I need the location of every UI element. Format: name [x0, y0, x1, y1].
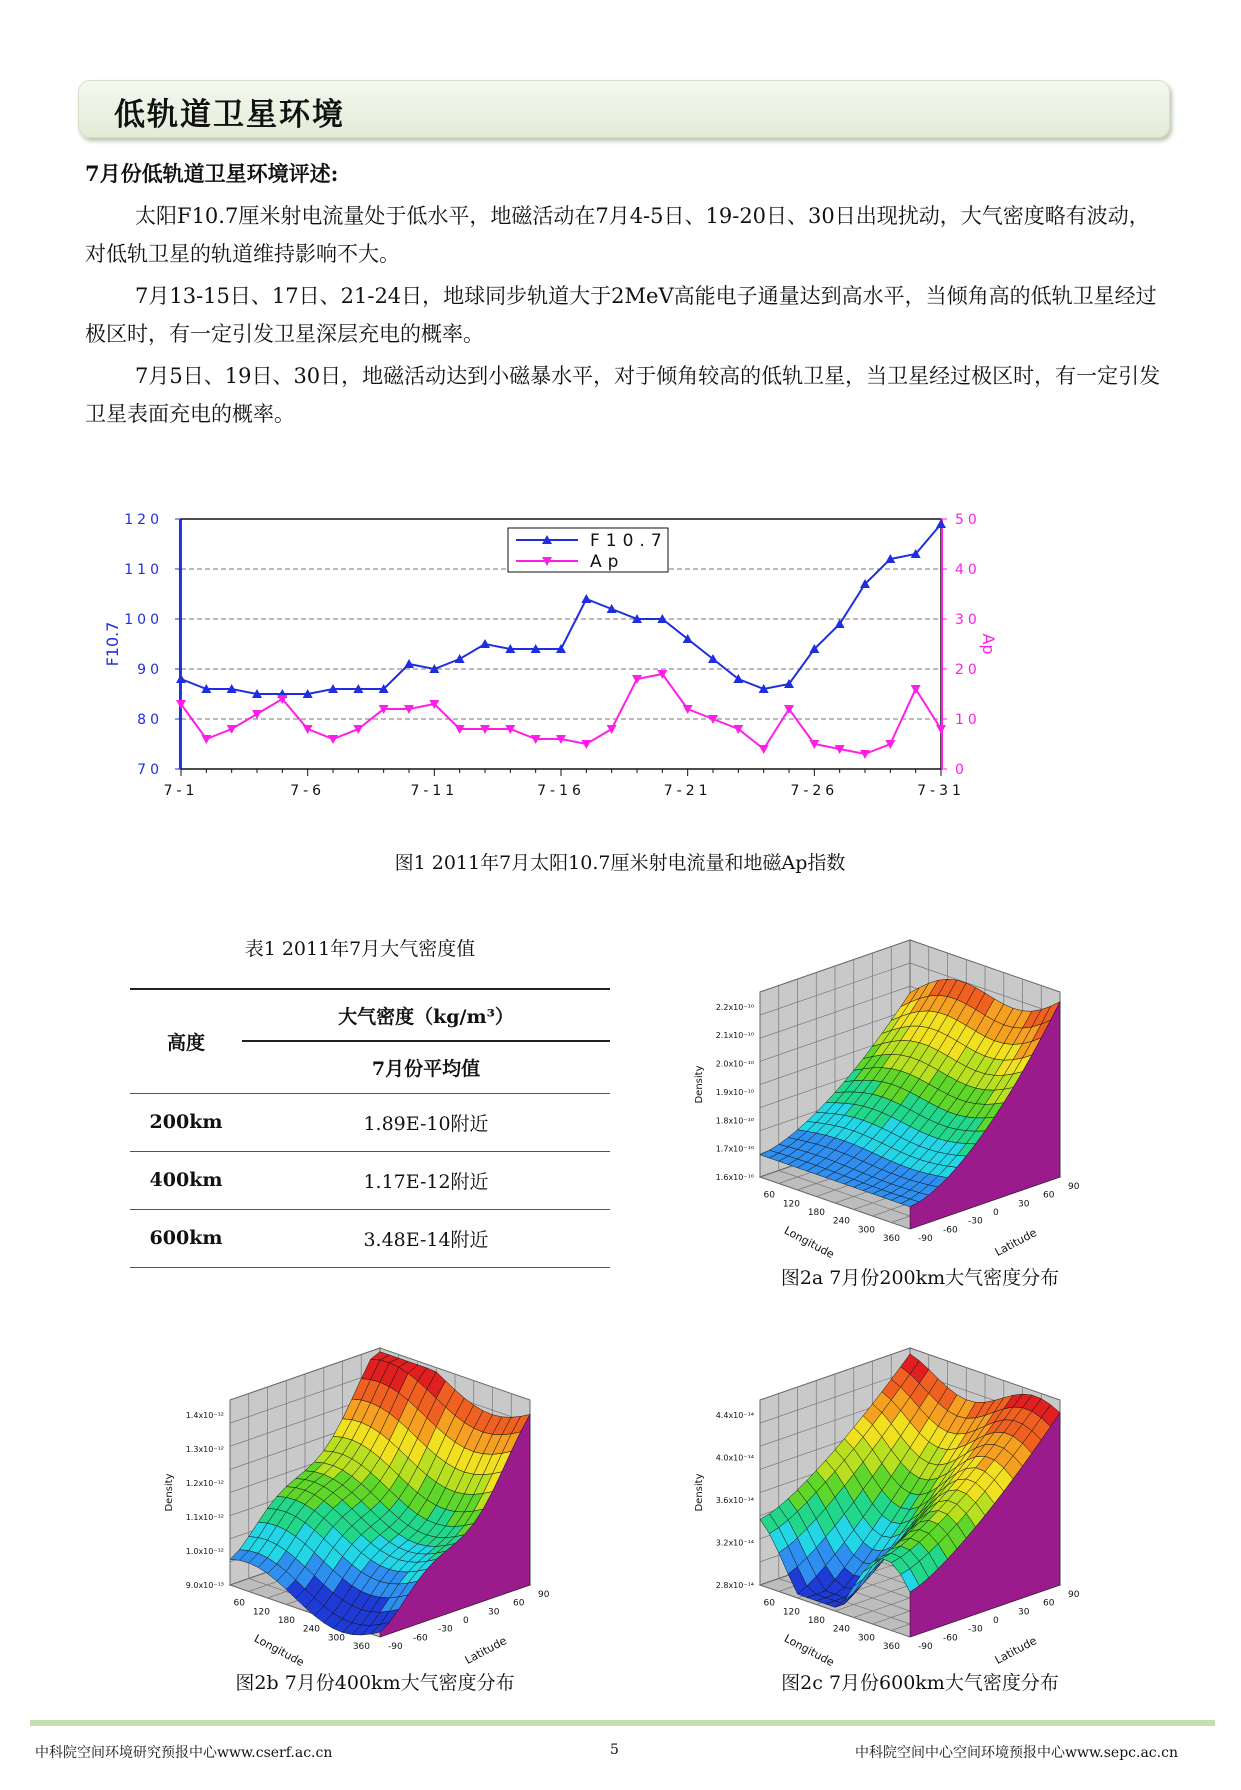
col-density-header: 大气密度（kg/m³） [242, 989, 610, 1041]
row-value: 1.89E-10附近 [363, 1112, 489, 1135]
x-tick-label: 7-6 [290, 783, 326, 799]
z-tick-label: 1.7x10⁻¹⁰ [715, 1144, 754, 1154]
x-tick-label: 60 [763, 1190, 775, 1201]
data-point [328, 735, 338, 744]
f107-ap-chart [100, 498, 1090, 808]
z-tick-label: 1.3x10⁻¹² [185, 1444, 224, 1454]
z-tick-label: 1.6x10⁻¹⁰ [715, 1173, 754, 1182]
right-tick-label: 50 [955, 512, 981, 528]
y-tick-label: 0 [463, 1616, 469, 1626]
z-tick-label: 2.0x10⁻¹⁰ [715, 1059, 754, 1069]
data-point [252, 710, 262, 719]
data-point [607, 725, 617, 734]
right-tick-label: 20 [955, 662, 981, 678]
x-tick-label: 240 [302, 1624, 320, 1635]
y-tick-label: 60 [1043, 1598, 1055, 1609]
x-tick-label: 300 [857, 1633, 875, 1644]
left-tick-label: 80 [137, 712, 163, 728]
x-tick-label: 180 [807, 1616, 825, 1626]
right-tick-label: 30 [955, 612, 981, 628]
x-tick-label: 180 [277, 1616, 295, 1626]
row-height: 400km [149, 1169, 223, 1191]
row-height: 200km [149, 1111, 223, 1133]
data-point [936, 519, 946, 528]
z-tick-label: 1.1x10⁻¹² [185, 1512, 224, 1522]
y-tick-label: -30 [438, 1624, 453, 1635]
z-tick-label: 2.2x10⁻¹⁰ [715, 1002, 754, 1012]
row-value: 3.48E-14附近 [363, 1228, 489, 1251]
y-axis-label: Latitude [462, 1634, 509, 1667]
z-tick-label: 1.4x10⁻¹² [185, 1410, 224, 1420]
col-height-header: 高度 [166, 1031, 205, 1054]
x-tick-label: 120 [782, 1607, 800, 1618]
x-tick-label: 360 [882, 1234, 900, 1244]
fig2a-caption: 图2a 7月份200km大气密度分布 [780, 1267, 1060, 1289]
z-tick-label: 1.9x10⁻¹⁰ [715, 1087, 754, 1097]
x-tick-label: 180 [807, 1208, 825, 1218]
y-tick-label: 30 [1018, 1199, 1030, 1210]
y-tick-label: 0 [993, 1208, 999, 1218]
data-point [632, 675, 642, 684]
z-tick-label: 2.1x10⁻¹⁰ [715, 1031, 754, 1041]
y-tick-label: -90 [918, 1642, 933, 1652]
data-point [480, 639, 490, 648]
x-axis-label: Longitude [251, 1631, 307, 1670]
x-tick-label: 7-31 [917, 783, 965, 799]
y-tick-label: -60 [943, 1633, 958, 1644]
z-tick-label: 4.4x10⁻¹⁴ [715, 1410, 754, 1420]
legend-label: Ap [590, 552, 625, 572]
x-tick-label: 7-11 [410, 783, 459, 799]
x-tick-label: 360 [882, 1642, 900, 1652]
data-point [581, 594, 591, 603]
y-axis-title: F10.7 [103, 621, 122, 667]
y-tick-label: 60 [513, 1598, 525, 1609]
left-tick-label: 100 [124, 612, 163, 628]
table-caption: 表1 2011年7月大气密度值 [244, 938, 476, 960]
z-tick-label: 4.0x10⁻¹⁴ [715, 1453, 754, 1463]
x-tick-label: 300 [327, 1633, 345, 1644]
row-height: 600km [149, 1227, 223, 1249]
x-tick-label: 60 [763, 1598, 775, 1609]
data-point [455, 654, 465, 663]
data-point [759, 745, 769, 754]
x-tick-label: 240 [832, 1624, 850, 1635]
y-tick-label: -30 [968, 1216, 983, 1227]
data-point [404, 659, 414, 668]
data-point [201, 735, 211, 744]
x-tick-label: 360 [352, 1642, 370, 1652]
left-tick-label: 70 [137, 762, 163, 778]
section-header [78, 80, 1170, 138]
z-axis-label: Density [164, 1473, 175, 1512]
footer-rule [30, 1720, 1215, 1726]
x-axis-label: Longitude [781, 1631, 837, 1670]
x-tick-label: 240 [832, 1216, 850, 1227]
data-point [936, 725, 946, 734]
col-sub-header: 7月份平均值 [371, 1057, 481, 1080]
y-tick-label: -60 [943, 1225, 958, 1236]
right-tick-label: 40 [955, 562, 981, 578]
figure1-caption: 图1 2011年7月太阳10.7厘米射电流量和地磁Ap指数 [394, 852, 846, 874]
footer-right: 中科院空间中心空间环境预报中心www.sepc.ac.cn [855, 1745, 1178, 1761]
z-tick-label: 9.0x10⁻¹³ [185, 1581, 224, 1590]
y-axis-label: Latitude [992, 1634, 1039, 1667]
data-point [835, 619, 845, 628]
y-tick-label: 60 [1043, 1190, 1055, 1201]
review-paragraph-1: 太阳F10.7厘米射电流量处于低水平，地磁活动在7月4-5日、19-20日、30日出现扰动，大气密度略有波动，对低轨卫星的轨道维持影响不大。 [85, 204, 1150, 266]
legend-label: F10.7 [590, 531, 668, 551]
y2-axis-title: Ap [979, 633, 998, 655]
y-tick-label: 90 [1068, 1590, 1080, 1600]
y-tick-label: 90 [538, 1590, 550, 1600]
left-tick-label: 110 [124, 562, 163, 578]
row-value: 1.17E-12附近 [363, 1170, 489, 1193]
review-heading: 7月份低轨道卫星环境评述: [85, 161, 339, 186]
plot-600km [694, 1318, 1120, 1670]
z-tick-label: 1.2x10⁻¹² [185, 1478, 224, 1488]
right-tick-label: 0 [955, 762, 968, 778]
y-tick-label: -90 [388, 1642, 403, 1652]
data-point [581, 740, 591, 749]
right-tick-label: 10 [955, 712, 981, 728]
data-point [176, 674, 186, 683]
x-axis-label: Longitude [781, 1223, 837, 1262]
z-tick-label: 1.8x10⁻¹⁰ [715, 1116, 754, 1126]
x-tick-label: 300 [857, 1225, 875, 1236]
x-tick-label: 60 [233, 1598, 245, 1609]
y-tick-label: 0 [993, 1616, 999, 1626]
z-tick-label: 1.0x10⁻¹² [185, 1546, 224, 1556]
review-paragraph-2: 7月13-15日、17日、21-24日，地球同步轨道大于2MeV高能电子通量达到高水平，当倾角高的低轨卫星经过极区时，有一定引发卫星深层充电的概率。 [85, 284, 1157, 346]
plot-400km [164, 1318, 590, 1670]
z-tick-label: 2.8x10⁻¹⁴ [715, 1581, 754, 1590]
x-tick-label: 120 [252, 1607, 270, 1618]
left-tick-label: 120 [124, 512, 163, 528]
y-tick-label: 90 [1068, 1182, 1080, 1192]
z-tick-label: 3.6x10⁻¹⁴ [715, 1495, 754, 1505]
y-tick-label: -30 [968, 1624, 983, 1635]
x-tick-label: 7-1 [163, 783, 199, 799]
density-table [130, 988, 610, 1268]
table-row [130, 1209, 610, 1267]
z-axis-label: Density [694, 1065, 705, 1104]
left-tick-label: 90 [137, 662, 163, 678]
x-tick-label: 7-21 [663, 783, 712, 799]
y-axis-label: Latitude [992, 1226, 1039, 1259]
y-tick-label: -90 [918, 1234, 933, 1244]
fig2b-caption: 图2b 7月份400km大气密度分布 [235, 1672, 515, 1694]
x-tick-label: 7-16 [537, 783, 585, 799]
y-tick-label: 30 [488, 1607, 500, 1618]
fig2c-caption: 图2c 7月份600km大气密度分布 [781, 1672, 1059, 1694]
z-axis-label: Density [694, 1473, 705, 1512]
data-point [860, 750, 870, 759]
x-tick-label: 7-26 [790, 783, 839, 799]
z-tick-label: 3.2x10⁻¹⁴ [715, 1538, 754, 1548]
y-tick-label: 30 [1018, 1607, 1030, 1618]
section-title: 低轨道卫星环境 [114, 97, 345, 133]
data-point [911, 685, 921, 694]
table-row [130, 1093, 610, 1151]
footer-left: 中科院空间环境研究预报中心www.cserf.ac.cn [35, 1745, 333, 1761]
plot-200km [694, 910, 1120, 1262]
table-row [130, 1151, 610, 1209]
x-tick-label: 120 [782, 1199, 800, 1210]
page-number: 5 [610, 1742, 619, 1758]
y-tick-label: -60 [413, 1633, 428, 1644]
review-paragraph-3: 7月5日、19日、30日，地磁活动达到小磁暴水平，对于倾角较高的低轨卫星，当卫星经过极区时，有一定引发卫星表面充电的概率。 [85, 364, 1161, 426]
